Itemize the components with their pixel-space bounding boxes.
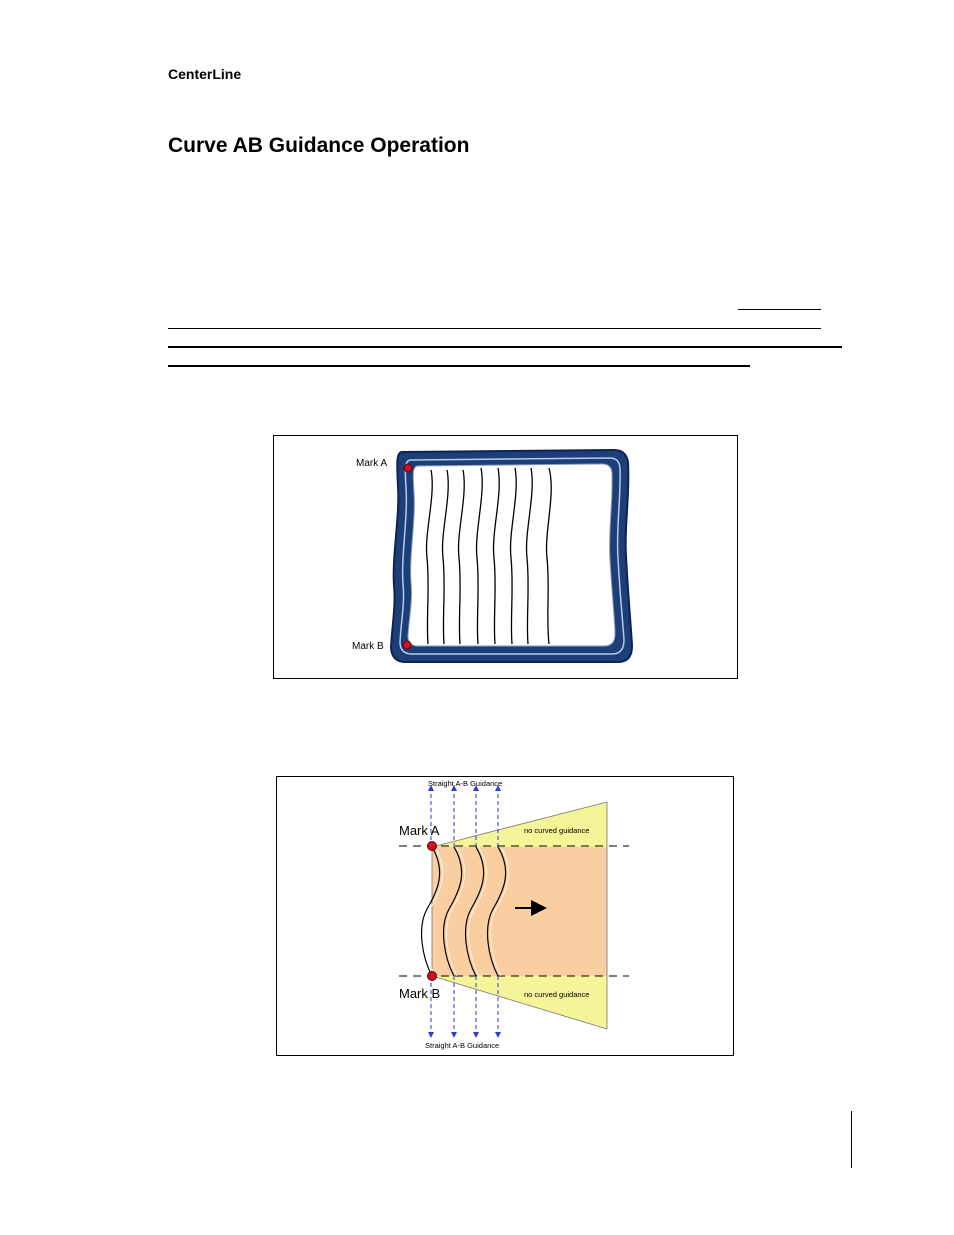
rule-3 — [168, 365, 750, 367]
figure-curve-guidance — [276, 776, 734, 1056]
mark-b-label: Mark B — [399, 986, 441, 1001]
rule-short-top — [738, 309, 821, 310]
mark-b-dot — [403, 641, 411, 649]
mark-b-dot — [428, 972, 437, 981]
mark-a-label: Mark A — [399, 823, 440, 838]
mark-a-dot — [404, 464, 412, 472]
mark-b-label: Mark B — [352, 641, 384, 652]
running-header: CenterLine — [168, 66, 242, 82]
field-passes-diagram — [274, 436, 737, 678]
rule-1 — [168, 328, 821, 329]
rule-2 — [168, 346, 842, 348]
straight-guidance-top-label: Straight A-B Guidance — [428, 779, 503, 788]
curved-guidance-zone — [432, 847, 607, 976]
no-curved-top-label: no curved guidance — [524, 826, 590, 835]
mark-a-label: Mark A — [356, 458, 388, 469]
figure-field-passes — [273, 435, 738, 679]
page-title: Curve AB Guidance Operation — [168, 134, 470, 157]
page-edge-bar — [851, 1111, 852, 1168]
curve-guidance-diagram — [277, 777, 733, 1055]
no-curved-bottom-label: no curved guidance — [524, 990, 590, 999]
mark-a-dot — [428, 842, 437, 851]
straight-guidance-bottom-label: Straight A-B Guidance — [425, 1041, 500, 1050]
